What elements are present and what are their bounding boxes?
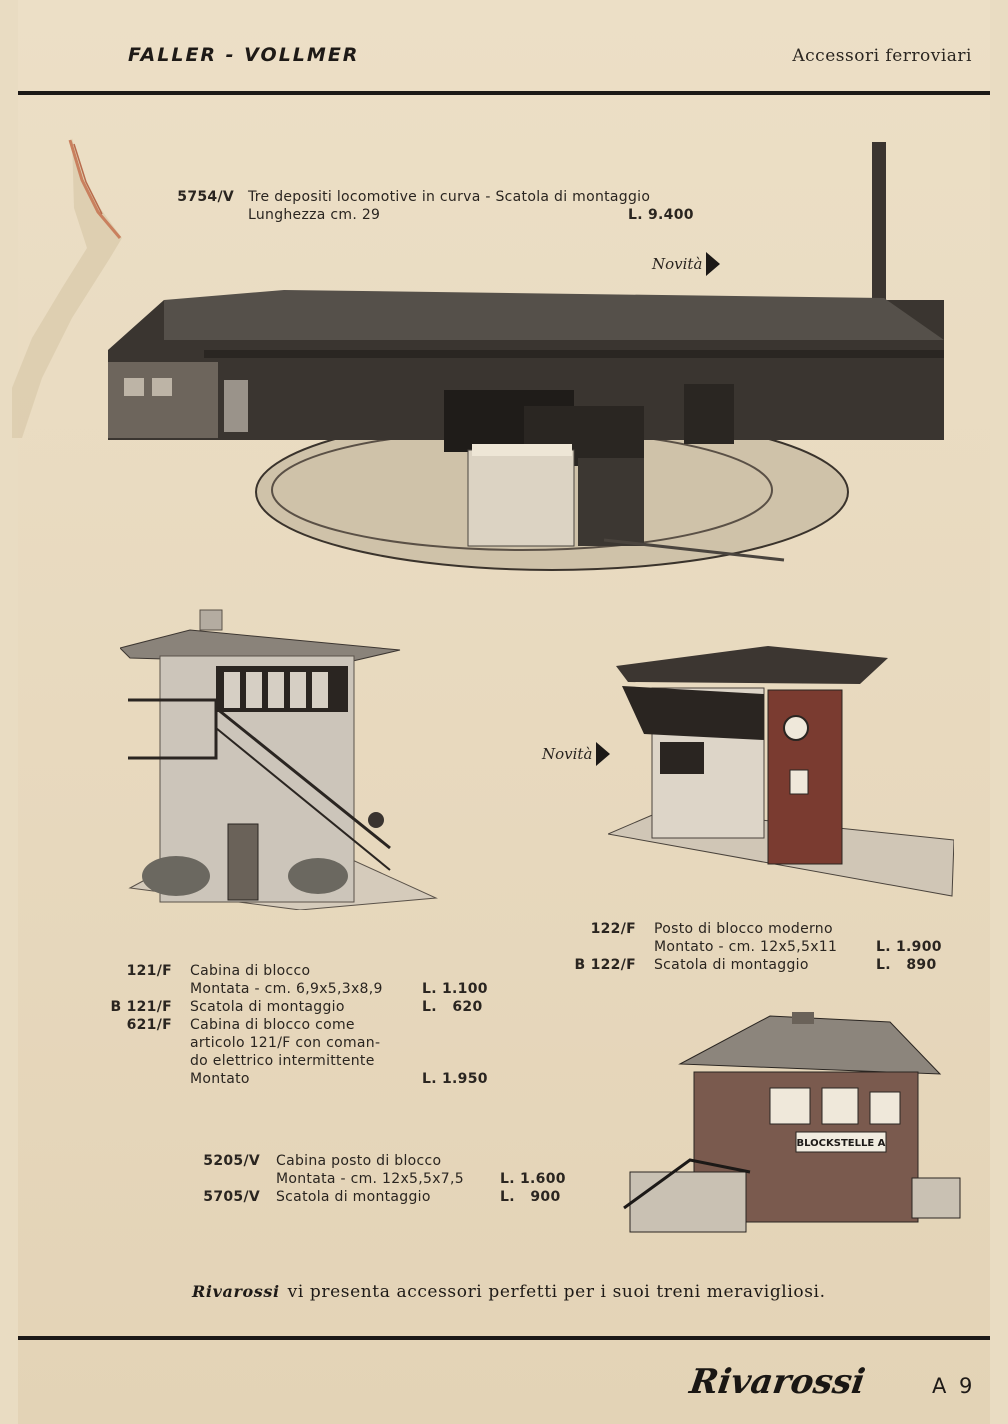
blockstelle-sign: BLOCKSTELLE A <box>796 1138 886 1149</box>
item-code: 5205/V <box>203 1153 260 1169</box>
novita-label: Novità <box>652 255 703 273</box>
item-price: L. 1.100 <box>422 981 488 997</box>
page-number: A 9 <box>932 1374 976 1398</box>
item-price: L. 1.900 <box>876 939 942 955</box>
item-5205 <box>182 1152 566 1206</box>
item-code: 122/F <box>590 921 636 937</box>
item-code: B 122/F <box>574 957 636 973</box>
novita-label: Novità <box>542 745 593 763</box>
brick-signal-box-photo <box>620 1012 964 1244</box>
header-brand: FALLER - VOLLMER <box>128 44 360 66</box>
item-description: Montata - cm. 6,9x5,3x8,9 <box>190 981 383 997</box>
item-description: Tre depositi locomotive in curva - Scatola di montaggio <box>248 189 651 205</box>
header-section: Accessori ferroviari <box>792 46 972 66</box>
tagline-text: vi presenta accessori perfetti per i suoi treni meravigliosi. <box>287 1282 826 1302</box>
tagline <box>192 1282 826 1302</box>
item-price: L. 890 <box>876 957 937 973</box>
item-description: Cabina di blocco <box>190 963 311 979</box>
item-price: L. 620 <box>422 999 483 1015</box>
item-description: Montata - cm. 12x5,5x7,5 <box>276 1171 464 1187</box>
item-price: L. 900 <box>500 1189 561 1205</box>
roundhouse-photo <box>104 140 944 572</box>
novita-marker <box>542 742 610 766</box>
item-description: Cabina posto di blocco <box>276 1153 442 1169</box>
item-description: Montato - cm. 12x5,5x11 <box>654 939 838 955</box>
item-description: Posto di blocco moderno <box>654 921 833 937</box>
item-code: 621/F <box>126 1017 172 1033</box>
item-code: 5705/V <box>203 1189 260 1205</box>
item-code: B 121/F <box>110 999 172 1015</box>
item-code: 121/F <box>126 963 172 979</box>
rivarossi-logo: Rivarossi <box>687 1362 868 1402</box>
item-description: articolo 121/F con coman- <box>190 1035 381 1051</box>
item-description: Scatola di montaggio <box>190 999 345 1015</box>
item-description: Cabina di blocco come <box>190 1017 355 1033</box>
item-description: Montato <box>190 1071 250 1087</box>
item-description: Lunghezza cm. 29 <box>248 207 381 223</box>
item-description: Scatola di montaggio <box>276 1189 431 1205</box>
item-price: L. 1.600 <box>500 1171 566 1187</box>
item-description: do elettrico intermittente <box>190 1053 375 1069</box>
item-122 <box>560 920 942 974</box>
item-121 <box>96 962 488 1088</box>
item-code: 5754/V <box>177 189 234 205</box>
rivarossi-logo-small: Rivarossi <box>192 1282 280 1301</box>
item-price: L. 9.400 <box>628 207 694 223</box>
modern-block-post-photo <box>608 644 954 900</box>
arrow-right-icon <box>596 742 610 766</box>
item-description: Scatola di montaggio <box>654 957 809 973</box>
tower-cabin-photo <box>120 608 440 910</box>
header-rule <box>18 91 990 95</box>
footer-rule <box>18 1336 990 1340</box>
item-price: L. 1.950 <box>422 1071 488 1087</box>
